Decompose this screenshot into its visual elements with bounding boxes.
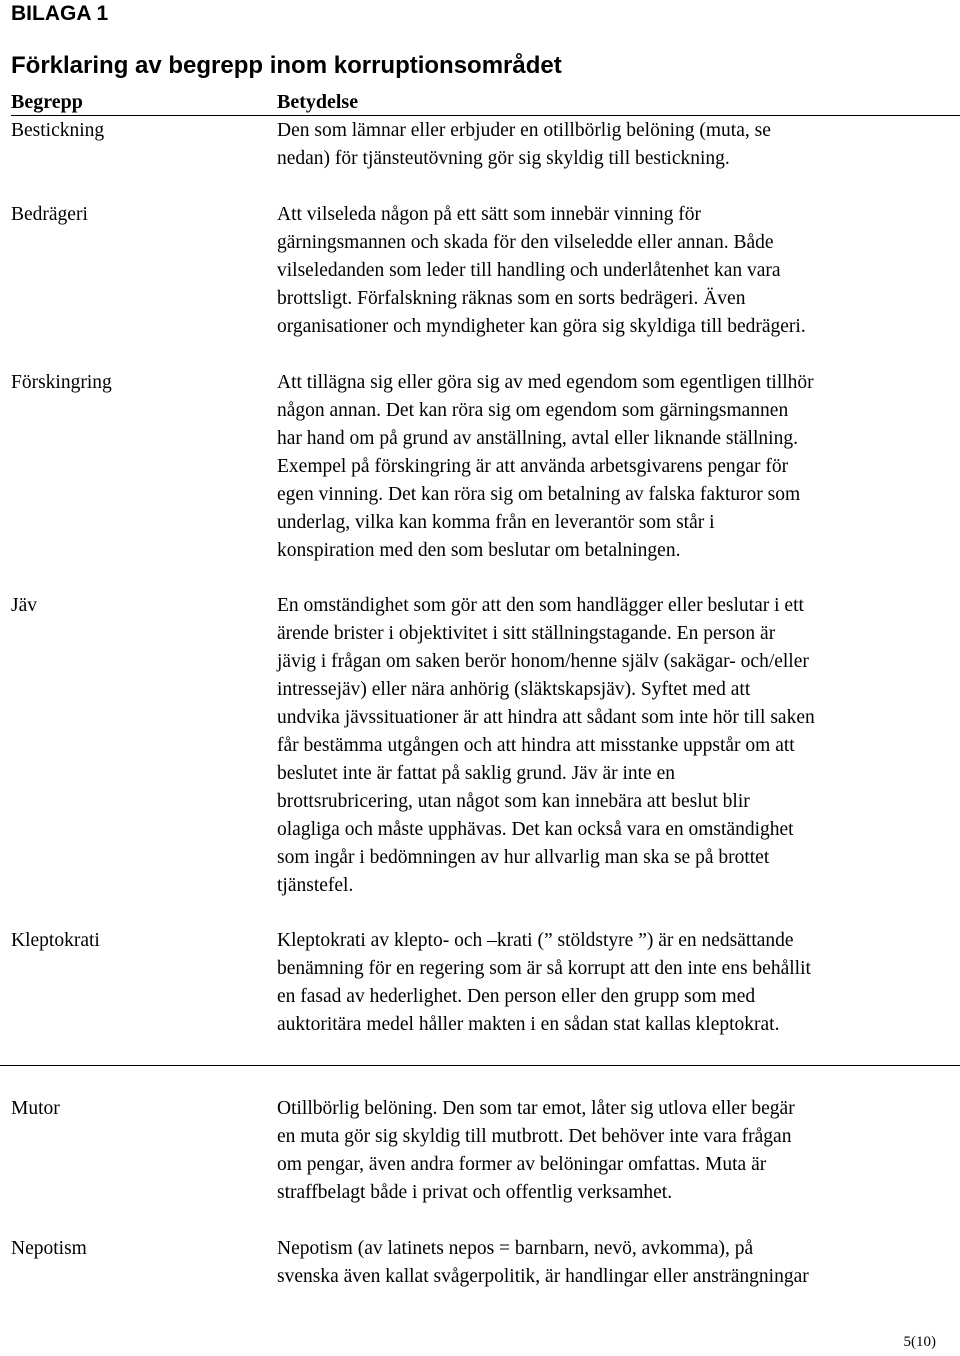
term-definition — [277, 117, 953, 173]
definition-line: får bestämma utgången och att hindra att misstanke uppstår om att — [277, 735, 795, 756]
definition-line: konspiration med den som beslutar om betalningen. — [277, 540, 681, 561]
definition-line: straffbelagt både i privat och offentlig verksamhet. — [277, 1182, 673, 1203]
definition-line: gärningsmannen och skada för den vilseledde eller annan. Både — [277, 232, 774, 253]
definition-line: nedan) för tjänsteutövning gör sig skyldig till bestickning. — [277, 148, 730, 169]
definition-line: Att vilseleda någon på ett sätt som innebär vinning för — [277, 204, 702, 225]
definition-line: Nepotism (av latinets nepos = barnbarn, nevö, avkomma), på — [277, 1238, 754, 1259]
definition-line: auktoritära medel håller makten i en sådan stat kallas kleptokrat. — [277, 1014, 780, 1035]
column-header-term: Begrepp — [11, 91, 83, 113]
definition-line: som ingår i bedömningen av hur allvarlig man ska se på brottet — [277, 847, 770, 868]
term-label: Bedrägeri — [11, 204, 88, 225]
definition-line: Exempel på förskingring är att använda arbetsgivarens pengar för — [277, 456, 789, 477]
definition-line: brottsrubricering, utan något som kan innebära att beslut blir — [277, 791, 750, 812]
definition-line: Kleptokrati av klepto- och –krati (” stöldstyre ”) är en nedsättande — [277, 930, 794, 951]
definition-line: intressejäv) eller nära anhörig (släktskapsjäv). Syftet med att — [277, 679, 751, 700]
table-header — [11, 89, 960, 116]
term-label: Jäv — [11, 595, 37, 616]
definition-line: underlag, vilka kan komma från en leverantör som står i — [277, 512, 715, 533]
appendix-label: BILAGA 1 — [11, 2, 109, 25]
page-number: 5(10) — [903, 1334, 936, 1350]
definition-line: tjänstefel. — [277, 875, 354, 896]
definition-line: ärende brister i objektivitet i sitt ställningstagande. En person är — [277, 623, 776, 644]
term-label: Kleptokrati — [11, 930, 100, 951]
definition-line: vilseledanden som leder till handling och underlåtenhet kan vara — [277, 260, 781, 281]
term-definition — [277, 1095, 953, 1207]
column-header-definition: Betydelse — [277, 91, 359, 113]
definition-line: egen vinning. Det kan röra sig om betalning av falska fakturor som — [277, 484, 801, 505]
definition-line: jävig i frågan om saken berör honom/henne själv (sakägar- och/eller — [277, 651, 809, 672]
term-definition — [277, 1235, 953, 1291]
page-title: Förklaring av begrepp inom korruptionsområdet — [11, 52, 562, 79]
definition-line: undvika jävssituationer är att hindra att sådant som inte hör till saken — [277, 707, 815, 728]
term-definition — [277, 201, 953, 341]
definition-line: om pengar, även andra former av belöningar omfattas. Muta är — [277, 1154, 767, 1175]
term-definition — [277, 369, 953, 565]
term-label: Nepotism — [11, 1238, 87, 1259]
term-label: Mutor — [11, 1098, 60, 1119]
definition-line: Att tillägna sig eller göra sig av med egendom som egentligen tillhör — [277, 372, 814, 393]
term-definition — [277, 592, 953, 900]
definition-line: någon annan. Det kan röra sig om egendom som gärningsmannen — [277, 400, 789, 421]
definition-line: beslutet inte är fattat på saklig grund. Jäv är inte en — [277, 763, 675, 784]
definition-line: Den som lämnar eller erbjuder en otillbörlig belöning (muta, se — [277, 120, 771, 141]
definition-line: har hand om på grund av anställning, avtal eller liknande ställning. — [277, 428, 798, 449]
definition-line: olagliga och måste upphävas. Det kan också vara en omständighet — [277, 819, 794, 840]
definition-line: benämning för en regering som är så korrupt att den inte ens behållit — [277, 958, 811, 979]
definition-line: en muta gör sig skyldig till mutbrott. Det behöver inte vara frågan — [277, 1126, 792, 1147]
table-divider — [0, 1065, 960, 1066]
definition-line: En omständighet som gör att den som handlägger eller beslutar i ett — [277, 595, 804, 616]
definition-line: organisationer och myndigheter kan göra sig skyldiga till bedrägeri. — [277, 316, 806, 337]
term-label: Bestickning — [11, 120, 105, 141]
definition-line: Otillbörlig belöning. Den som tar emot, låter sig utlova eller begär — [277, 1098, 795, 1119]
definition-line: en fasad av hederlighet. Den person eller den grupp som med — [277, 986, 756, 1007]
term-label: Förskingring — [11, 372, 112, 393]
definition-line: brottsligt. Förfalskning räknas som en sorts bedrägeri. Även — [277, 288, 746, 309]
definition-line: svenska även kallat svågerpolitik, är handlingar eller ansträngningar — [277, 1266, 809, 1287]
term-definition — [277, 927, 953, 1039]
